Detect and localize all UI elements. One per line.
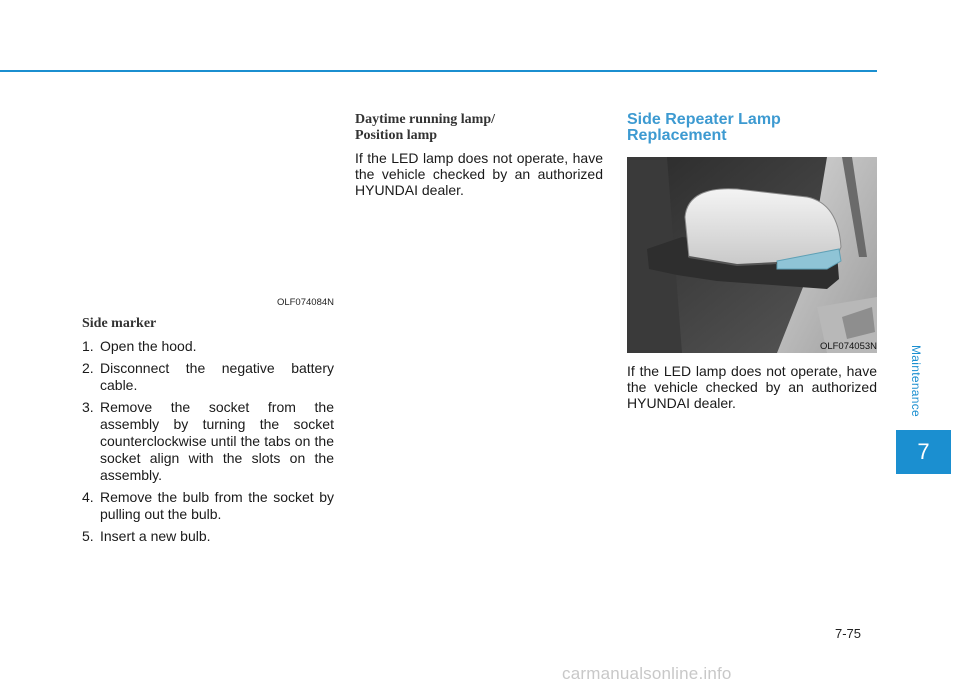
top-rule [0, 70, 877, 72]
daytime-heading-line1: Daytime running lamp/ [355, 112, 496, 127]
list-item [82, 489, 334, 523]
daytime-heading-line2: Position lamp [355, 128, 438, 143]
chapter-tab [896, 430, 951, 474]
step-text: Open the hood. [100, 338, 197, 354]
list-item [82, 360, 334, 394]
step-text: Remove the bulb from the socket by pulling out the bulb. [100, 489, 334, 522]
side-repeater-heading-line1: Side Repeater Lamp [627, 111, 781, 128]
step-text: Insert a new bulb. [100, 528, 211, 544]
side-repeater-heading-line2: Replacement [627, 127, 727, 144]
page-number: 7-75 [835, 626, 862, 641]
figure-code-left: OLF074084N [276, 297, 334, 308]
side-mirror-illustration [627, 157, 877, 353]
step-number: 4. [82, 489, 94, 505]
daytime-section [355, 112, 603, 198]
list-item [82, 338, 334, 355]
step-text: Remove the socket from the assembly by turning the socket counterclockwise until the tabs on the socket align with the slots on the assembly. [100, 399, 334, 483]
side-marker-heading: Side marker [82, 316, 157, 331]
step-text: Disconnect the negative battery cable. [100, 360, 334, 393]
section-label: Maintenance [909, 345, 923, 418]
watermark: carmanualsonline.info [562, 664, 732, 683]
side-repeater-body: If the LED lamp does not operate, have the vehicle checked by an authorized HYUNDAI dealer. [627, 363, 877, 411]
list-item [82, 399, 334, 484]
side-marker-section [82, 316, 334, 550]
step-number: 3. [82, 399, 94, 415]
list-item [82, 528, 334, 545]
side-marker-figure [82, 85, 335, 310]
step-number: 1. [82, 338, 94, 354]
chapter-number: 7 [917, 439, 930, 464]
step-number: 5. [82, 528, 94, 544]
figure-code-right: OLF074053N [819, 341, 877, 352]
daytime-body: If the LED lamp does not operate, have the vehicle checked by an authorized HYUNDAI dealer. [355, 150, 603, 198]
step-number: 2. [82, 360, 94, 376]
side-repeater-section [627, 112, 877, 144]
side-repeater-body-wrap [627, 363, 877, 411]
